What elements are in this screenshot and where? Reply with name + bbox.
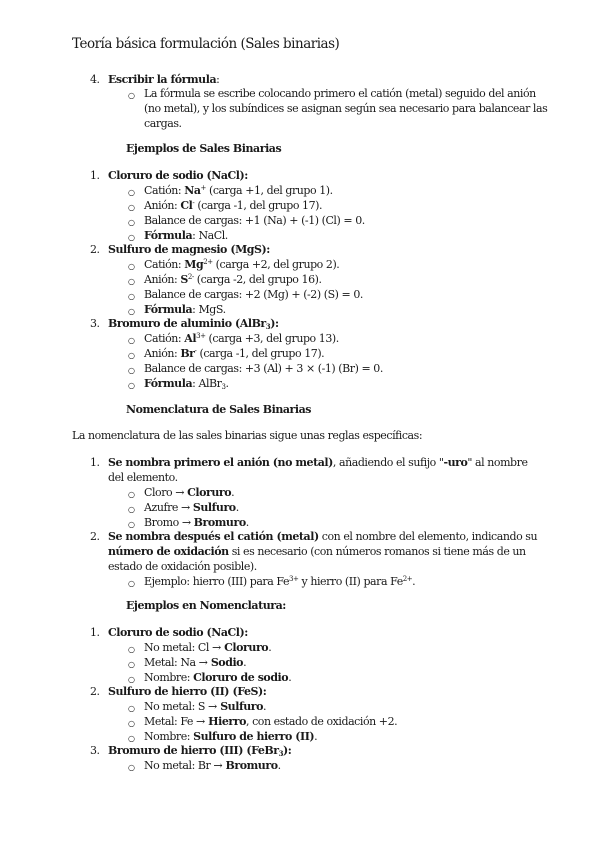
step-text-line: (no metal), y los subíndices se asignan según sea necesario para balancear las: [144, 102, 548, 115]
bullet-icon: ○: [128, 351, 135, 360]
balance-line: Balance de cargas: +3 (Al) + 3 × (-1) (Br) = 0.: [144, 362, 383, 375]
list-number: 1.: [90, 626, 100, 639]
formula-line: Fórmula: MgS.: [144, 303, 226, 316]
rule-line: del elemento.: [108, 471, 178, 484]
arrow-icon: →: [208, 700, 217, 713]
example-heading: Bromuro de aluminio (AlBr$_3$):: [108, 317, 279, 331]
bullet-icon: ○: [128, 704, 135, 713]
bullet-icon: ○: [128, 381, 135, 390]
bullet-icon: ○: [128, 490, 135, 499]
balance-line: Balance de cargas: +2 (Mg) + (-2) (S) = 0.: [144, 288, 363, 301]
nonmetal-line: No metal: S → Sulfuro.: [144, 700, 267, 713]
bullet-icon: ○: [128, 645, 135, 654]
name-example: Azufre → Sulfuro.: [144, 501, 239, 514]
anion-line: Anión: $S^{2-}$ (carga -2, del grupo 16).: [144, 273, 322, 286]
bullet-icon: ○: [128, 218, 135, 227]
page-title: Teoría básica formulación (Sales binarias): [72, 36, 340, 52]
formula-line: Fórmula: NaCl.: [144, 229, 228, 242]
section-heading: Ejemplos en Nomenclatura:: [126, 599, 286, 612]
bullet-icon: ○: [128, 233, 135, 242]
name-line: Nombre: Cloruro de sodio.: [144, 671, 292, 684]
bullet-icon: ○: [128, 307, 135, 316]
list-number: 2.: [90, 243, 100, 256]
bullet-icon: ○: [128, 520, 135, 529]
bullet-icon: ○: [128, 505, 135, 514]
bullet-icon: ○: [128, 188, 135, 197]
arrow-icon: →: [175, 486, 185, 499]
bullet-icon: ○: [128, 734, 135, 743]
name-example: Cloro → Cloruro.: [144, 486, 235, 499]
bullet-icon: ○: [128, 91, 135, 100]
metal-line: Metal: Fe → Hierro, con estado de oxidación +2.: [144, 715, 398, 728]
cation-line: Catión: $Al^{3+}$ (carga +3, del grupo 13).: [144, 332, 339, 345]
rule-line: Se nombra primero el anión (no metal), añadiendo el sufijo "-uro" al nombre: [108, 456, 528, 469]
name-example: Bromo → Bromuro.: [144, 516, 249, 529]
list-number: 3.: [90, 744, 100, 757]
arrow-icon: →: [211, 641, 221, 654]
arrow-icon: →: [181, 501, 190, 514]
bullet-icon: ○: [128, 675, 135, 684]
example-heading: Sulfuro de magnesio (MgS):: [108, 243, 270, 256]
arrow-icon: →: [198, 656, 208, 669]
bullet-icon: ○: [128, 660, 135, 669]
bullet-icon: ○: [128, 366, 135, 375]
example-heading: Cloruro de sodio (NaCl):: [108, 626, 248, 639]
bullet-icon: ○: [128, 203, 135, 212]
name-line: Nombre: Sulfuro de hierro (II).: [144, 730, 318, 743]
cation-line: Catión: Na+ (carga +1, del grupo 1).: [144, 184, 333, 197]
rule-line: Se nombra después el catión (metal) con el nombre del elemento, indicando su: [108, 530, 538, 543]
list-number: 2.: [90, 685, 100, 698]
list-number: 2.: [90, 530, 100, 543]
nonmetal-line: No metal: Cl → Cloruro.: [144, 641, 272, 654]
bullet-icon: ○: [128, 336, 135, 345]
step-text-line: La fórmula se escribe colocando primero el catión (metal) seguido del anión: [144, 87, 536, 100]
bullet-icon: ○: [128, 292, 135, 301]
arrow-icon: →: [196, 715, 205, 728]
balance-line: Balance de cargas: +1 (Na) + (-1) (Cl) = 0.: [144, 214, 365, 227]
example-heading: Bromuro de hierro (III) (FeBr$_3$):: [108, 744, 292, 758]
oxidation-example: Ejemplo: hierro (III) para $Fe^{3+}$ y hierro (II) para $Fe^{2+}$.: [144, 575, 416, 588]
section-heading: Ejemplos de Sales Binarias: [126, 142, 282, 155]
anion-line: Anión: Cl- (carga -1, del grupo 17).: [144, 199, 323, 212]
step-number: 4.: [90, 73, 100, 86]
rule-line: estado de oxidación posible).: [108, 560, 257, 573]
arrow-icon: →: [213, 759, 223, 772]
bullet-icon: ○: [128, 719, 135, 728]
example-heading: Cloruro de sodio (NaCl):: [108, 169, 248, 182]
list-number: 1.: [90, 456, 100, 469]
nonmetal-line: No metal: Br → Bromuro.: [144, 759, 281, 772]
bullet-icon: ○: [128, 277, 135, 286]
rule-line: número de oxidación si es necesario (con números romanos si tiene más de un: [108, 545, 526, 558]
metal-line: Metal: Na → Sodio.: [144, 656, 247, 669]
anion-line: Anión: Br- (carga -1, del grupo 17).: [144, 347, 325, 360]
arrow-icon: →: [181, 516, 191, 529]
intro-paragraph: La nomenclatura de las sales binarias sigue unas reglas específicas:: [72, 429, 423, 442]
step-text-line: cargas.: [144, 117, 182, 130]
list-number: 1.: [90, 169, 100, 182]
formula-line: Fórmula: AlBr$_3$.: [144, 377, 229, 391]
bullet-icon: ○: [128, 262, 135, 271]
bullet-icon: ○: [128, 579, 135, 588]
cation-line: Catión: $Mg^{2+}$ (carga +2, del grupo 2).: [144, 258, 340, 271]
example-heading: Sulfuro de hierro (II) (FeS):: [108, 685, 267, 698]
bullet-icon: ○: [128, 763, 135, 772]
step-heading: Escribir la fórmula:: [108, 73, 220, 86]
section-heading: Nomenclatura de Sales Binarias: [126, 403, 312, 416]
list-number: 3.: [90, 317, 100, 330]
